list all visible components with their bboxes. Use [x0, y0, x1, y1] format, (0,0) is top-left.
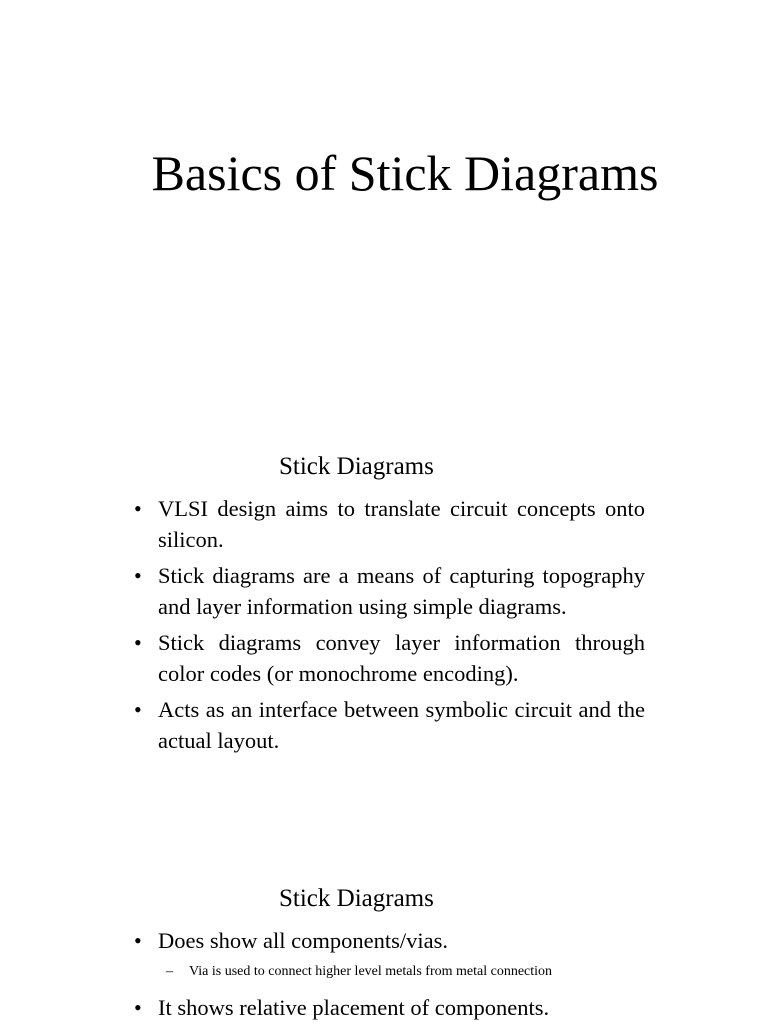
list-item-text: Does show all components/vias.	[158, 928, 448, 953]
sub-list-item-text: Via is used to connect higher level metals from metal connection	[189, 963, 553, 979]
sub-list-item	[131, 963, 645, 981]
bullet-list	[131, 926, 645, 1029]
page-title: Basics of Stick Diagrams	[151, 145, 659, 201]
bullet-icon: •	[134, 496, 142, 521]
list-item	[131, 993, 645, 1024]
section-heading: Stick Diagrams	[279, 885, 434, 912]
list-item-text: VLSI design aims to translate circuit concepts onto silicon.	[158, 496, 645, 552]
bullet-list	[131, 494, 645, 762]
list-item	[131, 926, 645, 957]
bullet-icon: •	[134, 630, 142, 655]
bullet-icon: •	[134, 697, 142, 722]
list-item-text: Stick diagrams are a means of capturing topography and layer information using simple diagrams.	[158, 563, 645, 619]
list-item	[131, 628, 645, 689]
bullet-icon: •	[134, 563, 142, 588]
section-heading: Stick Diagrams	[279, 453, 434, 480]
dash-icon: –	[166, 963, 173, 979]
list-item-text: It shows relative placement of components.	[158, 994, 550, 1020]
list-item-text: Acts as an interface between symbolic circuit and the actual layout.	[158, 697, 645, 753]
list-item-text: Stick diagrams convey layer information through color codes (or monochrome encoding).	[158, 630, 645, 686]
list-item	[131, 494, 645, 555]
list-item	[131, 695, 645, 756]
bullet-icon: •	[134, 928, 142, 953]
list-item	[131, 561, 645, 622]
bullet-icon: •	[134, 994, 142, 1020]
